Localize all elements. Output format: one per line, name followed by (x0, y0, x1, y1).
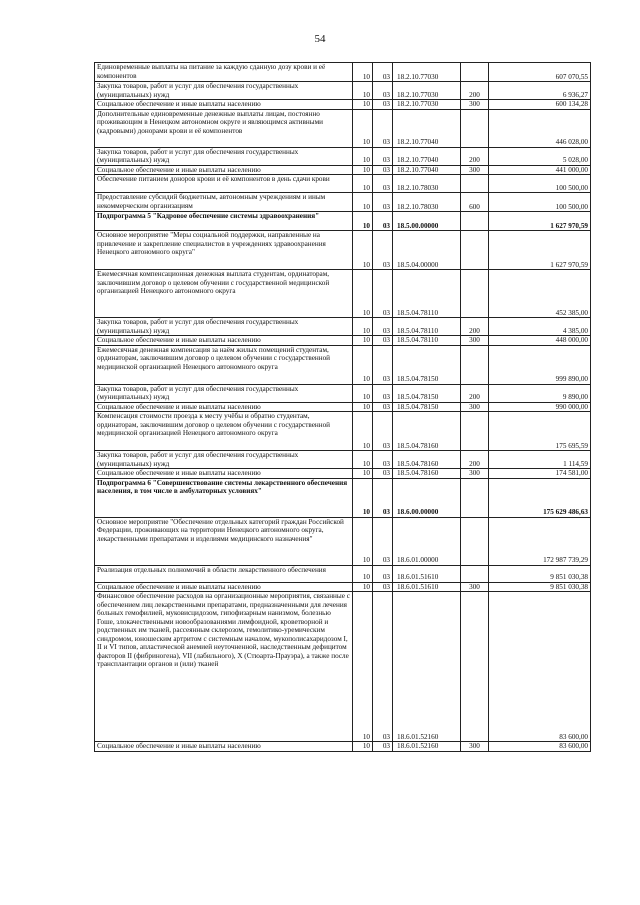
row-amount-cell: 990 000,00 (489, 402, 591, 412)
row-section-cell: 10 (353, 402, 373, 412)
row-subsection-cell: 03 (373, 175, 393, 193)
table-row (95, 82, 591, 100)
row-name-cell: Социальное обеспечение и иные выплаты населению (95, 336, 353, 346)
row-target-code-cell: 18.5.04.78150 (393, 345, 461, 384)
row-subsection-cell: 03 (373, 517, 393, 565)
row-subsection-cell: 03 (373, 469, 393, 479)
row-expense-type-cell: 200 (461, 147, 489, 165)
row-section-cell: 10 (353, 412, 373, 451)
row-subsection-cell: 03 (373, 402, 393, 412)
row-amount-cell: 9 851 030,38 (489, 565, 591, 582)
row-amount-cell: 83 600,00 (489, 742, 591, 752)
row-expense-type-cell (461, 175, 489, 193)
row-section-cell: 10 (353, 582, 373, 592)
row-expense-type-cell (461, 63, 489, 82)
row-name-cell: Компенсация стоимости проезда к месту учёбы и обратно студентам, ординаторам, заключившим договор о целевом обучении с государственной медицинской организацией Ненецкого автономного округа (95, 412, 353, 451)
row-expense-type-cell (461, 592, 489, 742)
table-row (95, 63, 591, 82)
page-number: 54 (314, 33, 326, 45)
row-section-cell: 10 (353, 469, 373, 479)
row-section-cell: 10 (353, 336, 373, 346)
row-amount-cell: 448 000,00 (489, 336, 591, 346)
row-expense-type-cell: 300 (461, 742, 489, 752)
row-name-cell: Закупка товаров, работ и услуг для обеспечения государственных (муниципальных) нужд (95, 82, 353, 100)
row-subsection-cell: 03 (373, 451, 393, 469)
row-subsection-cell: 03 (373, 345, 393, 384)
row-subsection-cell: 03 (373, 384, 393, 402)
row-section-cell: 10 (353, 109, 373, 147)
row-target-code-cell: 18.2.10.77040 (393, 109, 461, 147)
table-row (95, 345, 591, 384)
row-target-code-cell: 18.2.10.77030 (393, 63, 461, 82)
row-expense-type-cell (461, 231, 489, 270)
row-expense-type-cell (461, 412, 489, 451)
row-expense-type-cell: 300 (461, 100, 489, 110)
row-target-code-cell: 18.6.01.51610 (393, 582, 461, 592)
row-expense-type-cell: 200 (461, 451, 489, 469)
table-row (95, 412, 591, 451)
row-name-cell: Закупка товаров, работ и услуг для обеспечения государственных (муниципальных) нужд (95, 147, 353, 165)
table-row (95, 742, 591, 752)
row-section-cell: 10 (353, 384, 373, 402)
row-section-cell: 10 (353, 193, 373, 212)
table-row (95, 402, 591, 412)
row-target-code-cell: 18.2.10.77040 (393, 165, 461, 175)
row-amount-cell: 9 890,00 (489, 384, 591, 402)
row-amount-cell: 172 987 739,29 (489, 517, 591, 565)
table-row (95, 212, 591, 231)
row-subsection-cell: 03 (373, 193, 393, 212)
table-row (95, 384, 591, 402)
row-section-cell: 10 (353, 212, 373, 231)
table-row (95, 175, 591, 193)
row-section-cell: 10 (353, 231, 373, 270)
row-target-code-cell: 18.5.04.78110 (393, 318, 461, 336)
row-target-code-cell: 18.2.10.78030 (393, 175, 461, 193)
row-target-code-cell: 18.5.04.78160 (393, 412, 461, 451)
table-row (95, 565, 591, 582)
row-target-code-cell: 18.6.01.52160 (393, 742, 461, 752)
table-row (95, 336, 591, 346)
table-row (95, 582, 591, 592)
row-section-cell: 10 (353, 165, 373, 175)
row-target-code-cell: 18.5.04.78110 (393, 270, 461, 318)
row-name-cell: Закупка товаров, работ и услуг для обеспечения государственных (муниципальных) нужд (95, 384, 353, 402)
row-name-cell: Подпрограмма 6 "Совершенствование системы лекарственного обеспечения населения, в том числе в амбулаторных условиях" (95, 478, 353, 517)
row-name-cell: Закупка товаров, работ и услуг для обеспечения государственных (муниципальных) нужд (95, 451, 353, 469)
row-amount-cell: 174 581,00 (489, 469, 591, 479)
row-amount-cell: 175 695,59 (489, 412, 591, 451)
row-section-cell: 10 (353, 318, 373, 336)
row-name-cell: Основное мероприятие "Меры социальной поддержки, направленные на привлечение и закрепление специалистов в учреждениях здравоохранения Ненецкого автономного округа" (95, 231, 353, 270)
row-section-cell: 10 (353, 175, 373, 193)
row-expense-type-cell: 200 (461, 82, 489, 100)
row-target-code-cell: 18.5.04.78160 (393, 451, 461, 469)
row-subsection-cell: 03 (373, 231, 393, 270)
row-target-code-cell: 18.6.01.52160 (393, 592, 461, 742)
row-amount-cell: 100 500,00 (489, 175, 591, 193)
table-row (95, 193, 591, 212)
table-row (95, 451, 591, 469)
row-subsection-cell: 03 (373, 270, 393, 318)
row-target-code-cell: 18.2.10.77030 (393, 82, 461, 100)
row-name-cell: Социальное обеспечение и иные выплаты населению (95, 165, 353, 175)
row-subsection-cell: 03 (373, 165, 393, 175)
row-target-code-cell: 18.6.01.00000 (393, 517, 461, 565)
row-name-cell: Социальное обеспечение и иные выплаты населению (95, 402, 353, 412)
row-section-cell: 10 (353, 478, 373, 517)
row-name-cell: Единовременные выплаты на питание за каждую сданную дозу крови и её компонентов (95, 63, 353, 82)
row-name-cell: Социальное обеспечение и иные выплаты населению (95, 742, 353, 752)
row-amount-cell: 4 385,00 (489, 318, 591, 336)
table-row (95, 478, 591, 517)
table-row (95, 592, 591, 742)
row-section-cell: 10 (353, 565, 373, 582)
row-expense-type-cell (461, 478, 489, 517)
row-amount-cell: 600 134,28 (489, 100, 591, 110)
row-expense-type-cell (461, 212, 489, 231)
row-subsection-cell: 03 (373, 592, 393, 742)
row-amount-cell: 446 028,00 (489, 109, 591, 147)
row-section-cell: 10 (353, 345, 373, 384)
row-expense-type-cell: 200 (461, 318, 489, 336)
row-expense-type-cell: 300 (461, 165, 489, 175)
row-name-cell: Основное мероприятие "Обеспечение отдельных категорий граждан Российской Федерации, проживающих на территории Ненецкого автономного округа, лекарственными препаратами и изделиями медицинского назначения" (95, 517, 353, 565)
row-section-cell: 10 (353, 592, 373, 742)
row-expense-type-cell (461, 109, 489, 147)
table-row (95, 147, 591, 165)
table-row (95, 231, 591, 270)
table-row (95, 318, 591, 336)
row-amount-cell: 175 629 486,63 (489, 478, 591, 517)
budget-table (94, 62, 591, 752)
table-row (95, 270, 591, 318)
table-row (95, 165, 591, 175)
row-section-cell: 10 (353, 742, 373, 752)
row-amount-cell: 9 851 030,38 (489, 582, 591, 592)
row-amount-cell: 6 936,27 (489, 82, 591, 100)
row-subsection-cell: 03 (373, 336, 393, 346)
table-row (95, 469, 591, 479)
row-section-cell: 10 (353, 82, 373, 100)
row-name-cell: Закупка товаров, работ и услуг для обеспечения государственных (муниципальных) нужд (95, 318, 353, 336)
row-amount-cell: 452 385,00 (489, 270, 591, 318)
row-target-code-cell: 18.2.10.77040 (393, 147, 461, 165)
row-subsection-cell: 03 (373, 565, 393, 582)
row-amount-cell: 1 627 970,59 (489, 231, 591, 270)
row-target-code-cell: 18.2.10.77030 (393, 100, 461, 110)
row-name-cell: Социальное обеспечение и иные выплаты населению (95, 582, 353, 592)
row-amount-cell: 5 028,00 (489, 147, 591, 165)
row-target-code-cell: 18.5.04.00000 (393, 231, 461, 270)
row-amount-cell: 999 890,00 (489, 345, 591, 384)
budget-table-body (95, 63, 591, 752)
row-target-code-cell: 18.5.04.78150 (393, 384, 461, 402)
row-name-cell: Социальное обеспечение и иные выплаты населению (95, 469, 353, 479)
row-target-code-cell: 18.5.00.00000 (393, 212, 461, 231)
row-section-cell: 10 (353, 147, 373, 165)
row-target-code-cell: 18.5.04.78110 (393, 336, 461, 346)
row-expense-type-cell (461, 565, 489, 582)
row-subsection-cell: 03 (373, 582, 393, 592)
row-subsection-cell: 03 (373, 412, 393, 451)
row-subsection-cell: 03 (373, 100, 393, 110)
row-target-code-cell: 18.2.10.78030 (393, 193, 461, 212)
row-expense-type-cell (461, 270, 489, 318)
row-section-cell: 10 (353, 100, 373, 110)
row-amount-cell: 1 114,59 (489, 451, 591, 469)
row-subsection-cell: 03 (373, 63, 393, 82)
row-target-code-cell: 18.6.01.51610 (393, 565, 461, 582)
table-row (95, 109, 591, 147)
row-name-cell: Социальное обеспечение и иные выплаты населению (95, 100, 353, 110)
row-name-cell: Подпрограмма 5 "Кадровое обеспечение системы здравоохранения" (95, 212, 353, 231)
row-subsection-cell: 03 (373, 147, 393, 165)
row-section-cell: 10 (353, 270, 373, 318)
row-target-code-cell: 18.5.04.78160 (393, 469, 461, 479)
row-section-cell: 10 (353, 517, 373, 565)
row-subsection-cell: 03 (373, 478, 393, 517)
row-section-cell: 10 (353, 451, 373, 469)
row-subsection-cell: 03 (373, 318, 393, 336)
row-expense-type-cell: 600 (461, 193, 489, 212)
row-subsection-cell: 03 (373, 742, 393, 752)
row-amount-cell: 607 070,55 (489, 63, 591, 82)
row-expense-type-cell (461, 517, 489, 565)
row-target-code-cell: 18.6.00.00000 (393, 478, 461, 517)
row-name-cell: Реализация отдельных полномочий в области лекарственного обеспечения (95, 565, 353, 582)
row-amount-cell: 1 627 970,59 (489, 212, 591, 231)
row-name-cell: Предоставление субсидий бюджетным, автономным учреждениям и иным некоммерческим организациям (95, 193, 353, 212)
row-amount-cell: 441 000,00 (489, 165, 591, 175)
row-expense-type-cell: 200 (461, 384, 489, 402)
row-name-cell: Обеспечение питанием доноров крови и её компонентов в день сдачи крови (95, 175, 353, 193)
row-name-cell: Ежемесячная денежная компенсация за наём жилых помещений студентам, ординаторам, заключившим договор о целевом обучении с государственной медицинской организацией Ненецкого автономного округа (95, 345, 353, 384)
row-expense-type-cell: 300 (461, 582, 489, 592)
table-row (95, 517, 591, 565)
row-expense-type-cell: 300 (461, 336, 489, 346)
row-expense-type-cell: 300 (461, 402, 489, 412)
row-subsection-cell: 03 (373, 82, 393, 100)
table-row (95, 100, 591, 110)
row-expense-type-cell: 300 (461, 469, 489, 479)
row-amount-cell: 83 600,00 (489, 592, 591, 742)
row-section-cell: 10 (353, 63, 373, 82)
row-subsection-cell: 03 (373, 212, 393, 231)
row-amount-cell: 100 500,00 (489, 193, 591, 212)
row-expense-type-cell (461, 345, 489, 384)
row-name-cell: Финансовое обеспечение расходов на организационные мероприятия, связанные с обеспечением лиц лекарственными препаратами, предназначенными для лечения больных гемофилией, муковисцидозом, гипофизарным нанизмом, болезнью Гоше, злокачественными новообразованиями лимфоидной, кроветворной и родственных им тканей, рассеянным склерозом, гемолитико-уремическим синдромом, юношеским артритом с системным началом, мукополисахаридозом I, II и VI типов, апластической анемией неуточненной, наследственным дефицитом факторов II (фибриногена), VII (лабильного), X (Стюарта-Прауэра), а также после трансплантации органов и (или) тканей (95, 592, 353, 742)
row-target-code-cell: 18.5.04.78150 (393, 402, 461, 412)
row-name-cell: Ежемесячная компенсационная денежная выплата студентам, ординаторам, заключившим договор о целевом обучении с государственной медицинской организацией Ненецкого автономного округа (95, 270, 353, 318)
row-name-cell: Дополнительные единовременные денежные выплаты лицам, постоянно проживающим в Ненецком автономном округе и являющимся активными (кадровыми) донорами крови и её компонентов (95, 109, 353, 147)
row-subsection-cell: 03 (373, 109, 393, 147)
